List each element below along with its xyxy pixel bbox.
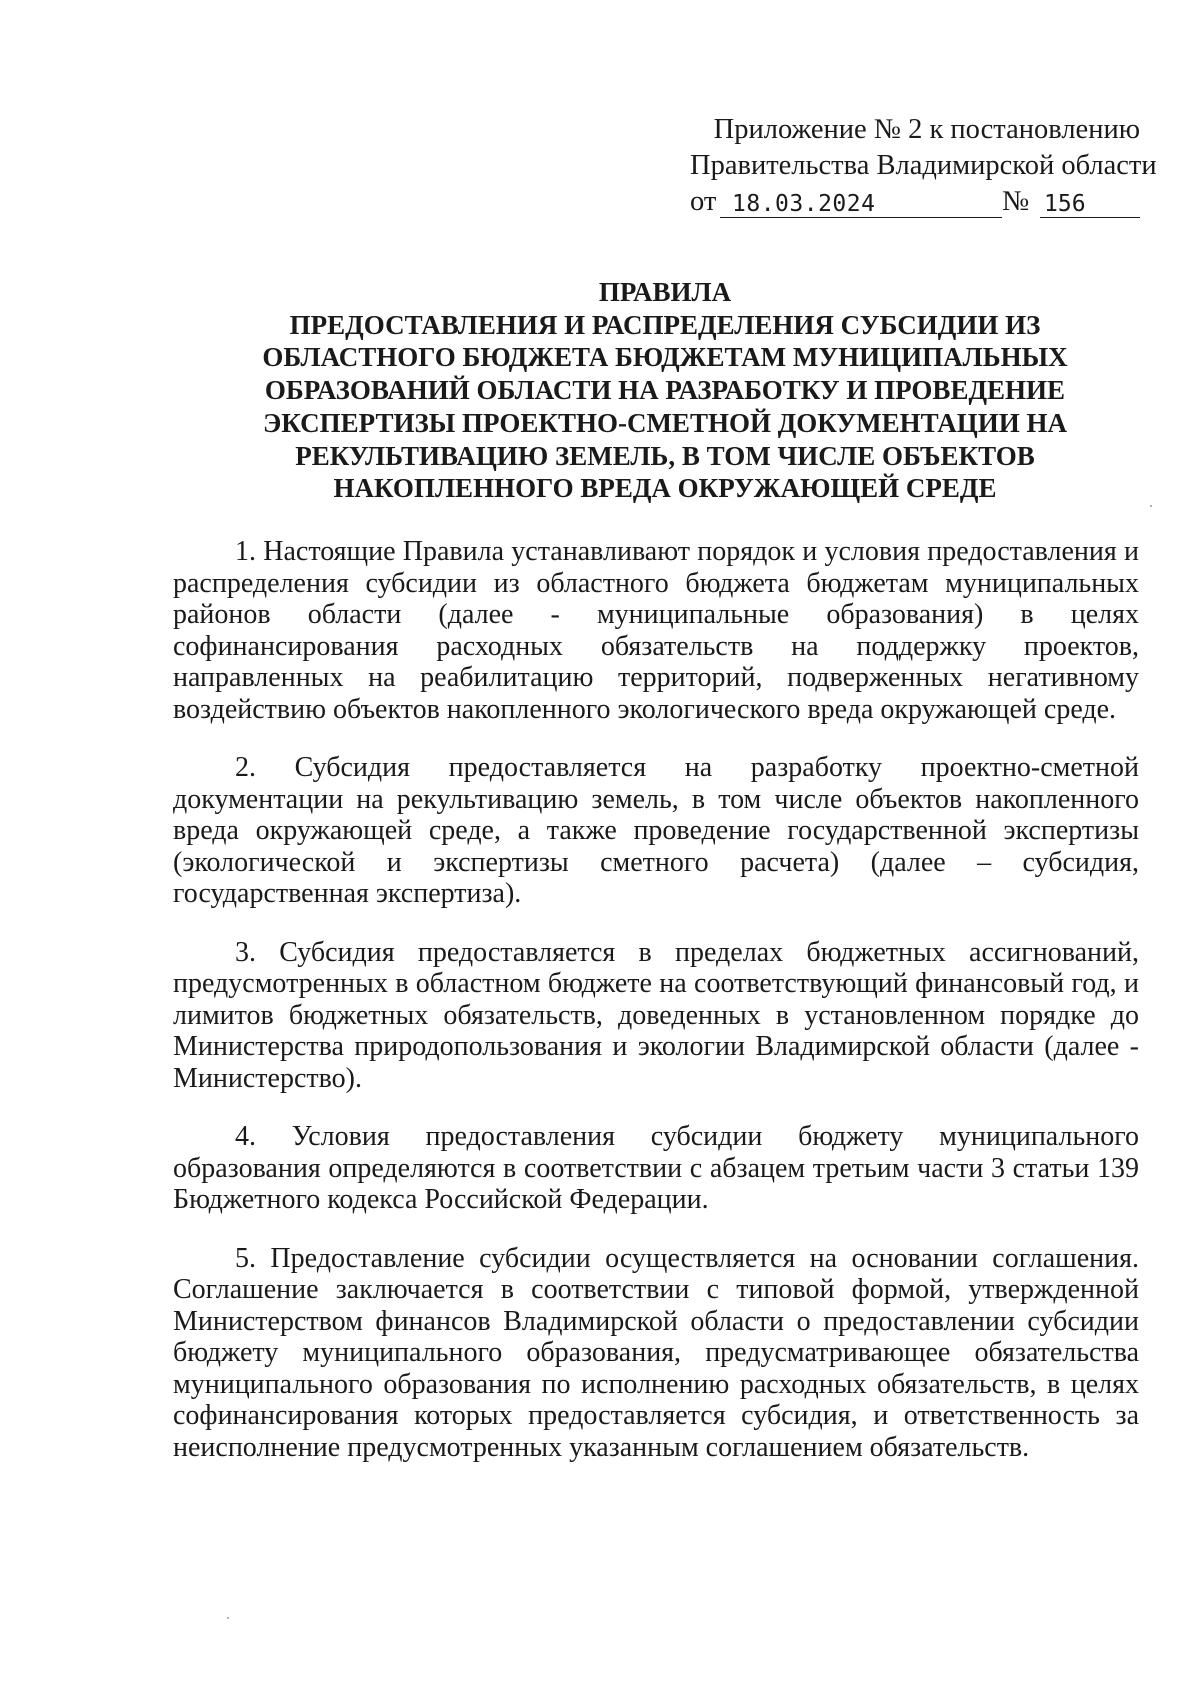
resolution-date: 18.03.2024 <box>732 191 876 217</box>
title-line: ЭКСПЕРТИЗЫ ПРОЕКТНО-СМЕТНОЙ ДОКУМЕНТАЦИИ НА <box>262 407 1068 438</box>
date-field <box>720 184 1002 218</box>
appendix-line-2: Правительства Владимирской области <box>690 150 1157 181</box>
date-prefix: от <box>690 186 717 217</box>
scan-speck <box>1150 505 1152 507</box>
title-line: ОБРАЗОВАНИЙ ОБЛАСТИ НА РАЗРАБОТКУ И ПРОВЕДЕНИЕ <box>264 375 1066 406</box>
paragraph-5: 5. Предоставление субсидии осуществляется на основании соглашения. Соглашение заключается в соответствии с типовой формой, утвержденной Министерством финансов Владимирской области о предоставлении субсидии бюджету муниципального образования, предусматривающее обязательства муниципального образования по исполнению расходных обязательств, в целях софинансирования которых предоставляется субсидия, и ответственность за неисполнение предусмотренных указанным соглашением обязательств. <box>173 1242 1139 1463</box>
document-body <box>173 536 1139 1463</box>
title-line: НАКОПЛЕННОГО ВРЕДА ОКРУЖАЮЩЕЙ СРЕДЕ <box>333 473 997 504</box>
title-line: ОБЛАСТНОГО БЮДЖЕТА БЮДЖЕТАМ МУНИЦИПАЛЬНЫХ <box>262 342 1068 373</box>
paragraph-2: 2. Субсидия предоставляется на разработку проектно-сметной документации на рекультивацию земель, в том числе объектов накопленного вреда окружающей среде, а также проведение государственной экспертизы (экологической и экспертизы сметного расчета) (далее – субсидия, государственная экспертиза). <box>173 752 1139 909</box>
paragraph-3: 3. Субсидия предоставляется в пределах бюджетных ассигнований, предусмотренных в областном бюджете на соответствующий финансовый год, и лимитов бюджетных обязательств, доведенных в установленном порядке до Министерства природопользования и экологии Владимирской области (далее - Министерство). <box>173 936 1139 1094</box>
appendix-header <box>690 112 1157 220</box>
paragraph-1: 1. Настоящие Правила устанавливают порядок и условия предоставления и распределения субсидии из областного бюджета бюджетам муниципальных районов области (далее - муниципальные образования) в целях софинансирования расходных обязательств на поддержку проектов, направленных на реабилитацию территорий, подверженных негативному воздействию объектов накопленного экологического вреда окружающей среде. <box>173 536 1139 725</box>
paragraph-4: 4. Условия предоставления субсидии бюджету муниципального образования определяются в соответствии с абзацем третьим части 3 статьи 139 Бюджетного кодекса Российской Федерации. <box>173 1121 1139 1215</box>
number-sign: № <box>1002 186 1030 217</box>
title-line: ПРАВИЛА <box>598 277 732 307</box>
resolution-date-line <box>690 184 1140 220</box>
number-field <box>1040 184 1140 218</box>
title-line: РЕКУЛЬТИВАЦИЮ ЗЕМЕЛЬ, В ТОМ ЧИСЛЕ ОБЪЕКТОВ <box>295 440 1035 471</box>
resolution-number: 156 <box>1044 191 1086 217</box>
scan-speck <box>227 1617 229 1619</box>
document-title <box>170 276 1160 505</box>
title-line: ПРЕДОСТАВЛЕНИЯ И РАСПРЕДЕЛЕНИЯ СУБСИДИИ ИЗ <box>289 309 1041 340</box>
appendix-line-1: Приложение № 2 к постановлению <box>713 114 1140 145</box>
